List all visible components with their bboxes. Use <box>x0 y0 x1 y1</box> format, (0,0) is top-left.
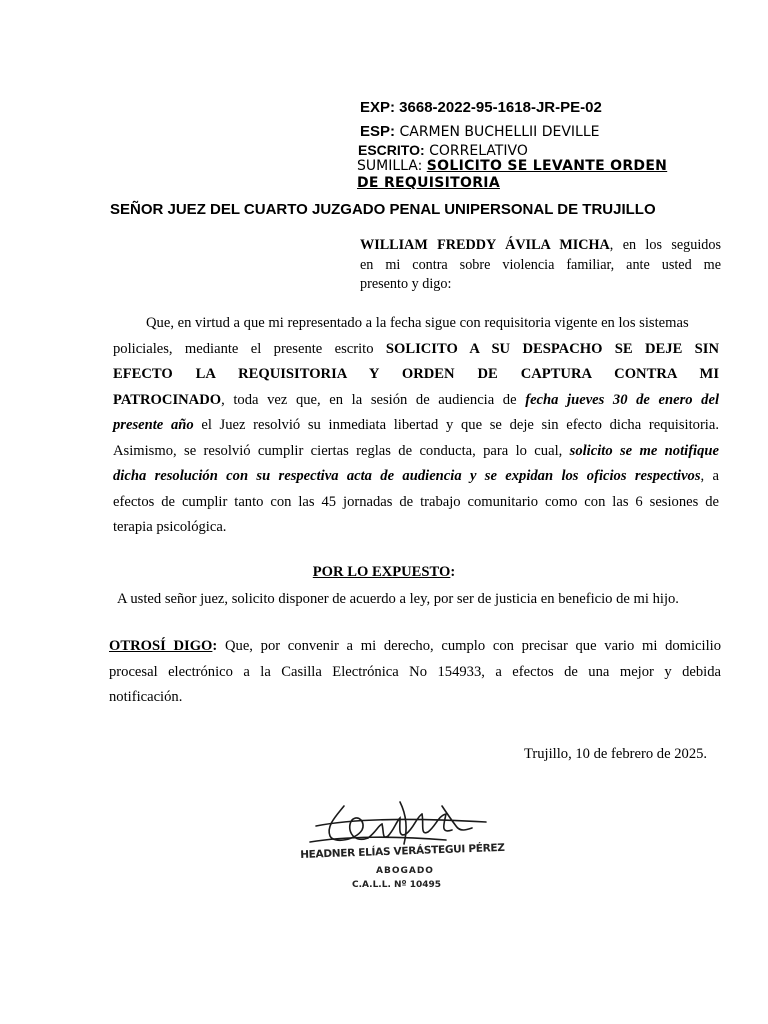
signatory-registry: C.A.L.L. Nº 10495 <box>352 880 442 890</box>
por-lo-expuesto-text: A usted señor juez, solicito disponer de acuerdo a ley, por ser de justicia en beneficio de mi hijo. <box>117 591 679 607</box>
body-line-6 <box>113 439 719 465</box>
body-line-7-text: , a <box>700 468 719 484</box>
intro-line-1 <box>360 236 721 256</box>
sumilla-line <box>357 158 667 175</box>
sumilla-label: SUMILLA: <box>357 158 423 174</box>
intro-line-2: en mi contra sobre violencia familiar, ante usted me <box>360 256 721 273</box>
por-lo-expuesto-label: POR LO EXPUESTO <box>312 564 451 580</box>
esp-value: CARMEN BUCHELLII DEVILLE <box>399 124 600 140</box>
por-lo-expuesto-heading <box>0 564 768 581</box>
intro-line-1-text: , en los seguidos <box>609 237 721 253</box>
otrosi-label: OTROSÍ DIGO <box>109 638 213 654</box>
addressee-heading: SEÑOR JUEZ DEL CUARTO JUZGADO PENAL UNIPERSONAL DE TRUJILLO <box>110 201 656 218</box>
signatory-name: HEADNER ELÍAS VERÁSTEGUI PÉREZ <box>300 841 505 861</box>
otrosi-line-3: notificación. <box>109 689 183 705</box>
intro-paragraph <box>360 236 721 295</box>
body-line-2-text: policiales, mediante el presente escrito <box>113 340 386 357</box>
body-paragraph <box>113 311 719 541</box>
body-line-2-bold: SOLICITO A SU DESPACHO SE DEJE SIN <box>385 340 720 357</box>
sumilla-value-2: DE REQUISITORIA <box>357 175 500 191</box>
body-line-5-emph: presente año <box>113 417 194 433</box>
body-line-9: terapia psicológica. <box>113 519 227 535</box>
esp-line <box>360 123 667 142</box>
por-lo-expuesto-colon: : <box>450 564 456 580</box>
body-line-8: efectos de cumplir tanto con las 45 jornadas de trabajo comunitario como con las 6 sesiones de <box>113 493 719 510</box>
exp-number: EXP: 3668-2022-95-1618-JR-PE-02 <box>360 99 602 116</box>
body-line-7 <box>113 464 719 490</box>
signature-block <box>296 796 505 896</box>
otrosi-line-2: procesal electrónico a la Casilla Electrónica No 154933, a efectos de una mejor y debida <box>109 663 721 680</box>
body-line-6-text: Asimismo, se resolvió cumplir ciertas reglas de conducta, para lo cual, <box>113 442 570 459</box>
otrosi-line-1-text: Que, por convenir a mi derecho, cumplo con precisar que vario mi domicilio <box>217 638 722 654</box>
escrito-line <box>358 142 667 158</box>
body-line-4-text: , toda vez que, en la sesión de audiencia de <box>221 391 526 408</box>
otrosi-line-1 <box>109 634 721 660</box>
sumilla-value-1: SOLICITO SE LEVANTE ORDEN <box>426 158 668 174</box>
body-line-1: Que, en virtud a que mi representado a la fecha sigue con requisitoria vigente en los sistemas <box>146 315 689 331</box>
escrito-value: CORRELATIVO <box>429 143 528 159</box>
body-line-6-emph: solicito se me notifique <box>569 442 720 459</box>
escrito-label: ESCRITO: <box>358 142 425 158</box>
esp-label: ESP: <box>360 123 396 140</box>
sumilla-line-2 <box>357 175 667 192</box>
body-line-3: EFECTO LA REQUISITORIA Y ORDEN DE CAPTURA CONTRA MI <box>113 366 719 382</box>
body-line-7-emph: dicha resolución con su respectiva acta de audiencia y se expidan los oficios respectivos <box>113 468 701 484</box>
case-header <box>357 99 668 192</box>
body-line-4 <box>113 388 719 414</box>
intro-line-3: presento y digo: <box>360 276 452 292</box>
otrosi-paragraph <box>109 634 721 711</box>
signatory-role: ABOGADO <box>376 866 434 876</box>
body-line-4-emph: fecha jueves 30 de enero del <box>525 391 720 408</box>
client-name: WILLIAM FREDDY ÁVILA MICHA <box>360 237 610 253</box>
body-line-4-bold: PATROCINADO <box>113 391 222 408</box>
body-line-2 <box>113 337 719 363</box>
body-line-5 <box>113 413 719 439</box>
date-line: Trujillo, 10 de febrero de 2025. <box>524 746 708 762</box>
body-line-5-text: el Juez resolvió su inmediata libertad y que se deje sin efecto dicha requisitoria. <box>193 417 719 433</box>
otrosi-colon: : <box>212 638 218 654</box>
